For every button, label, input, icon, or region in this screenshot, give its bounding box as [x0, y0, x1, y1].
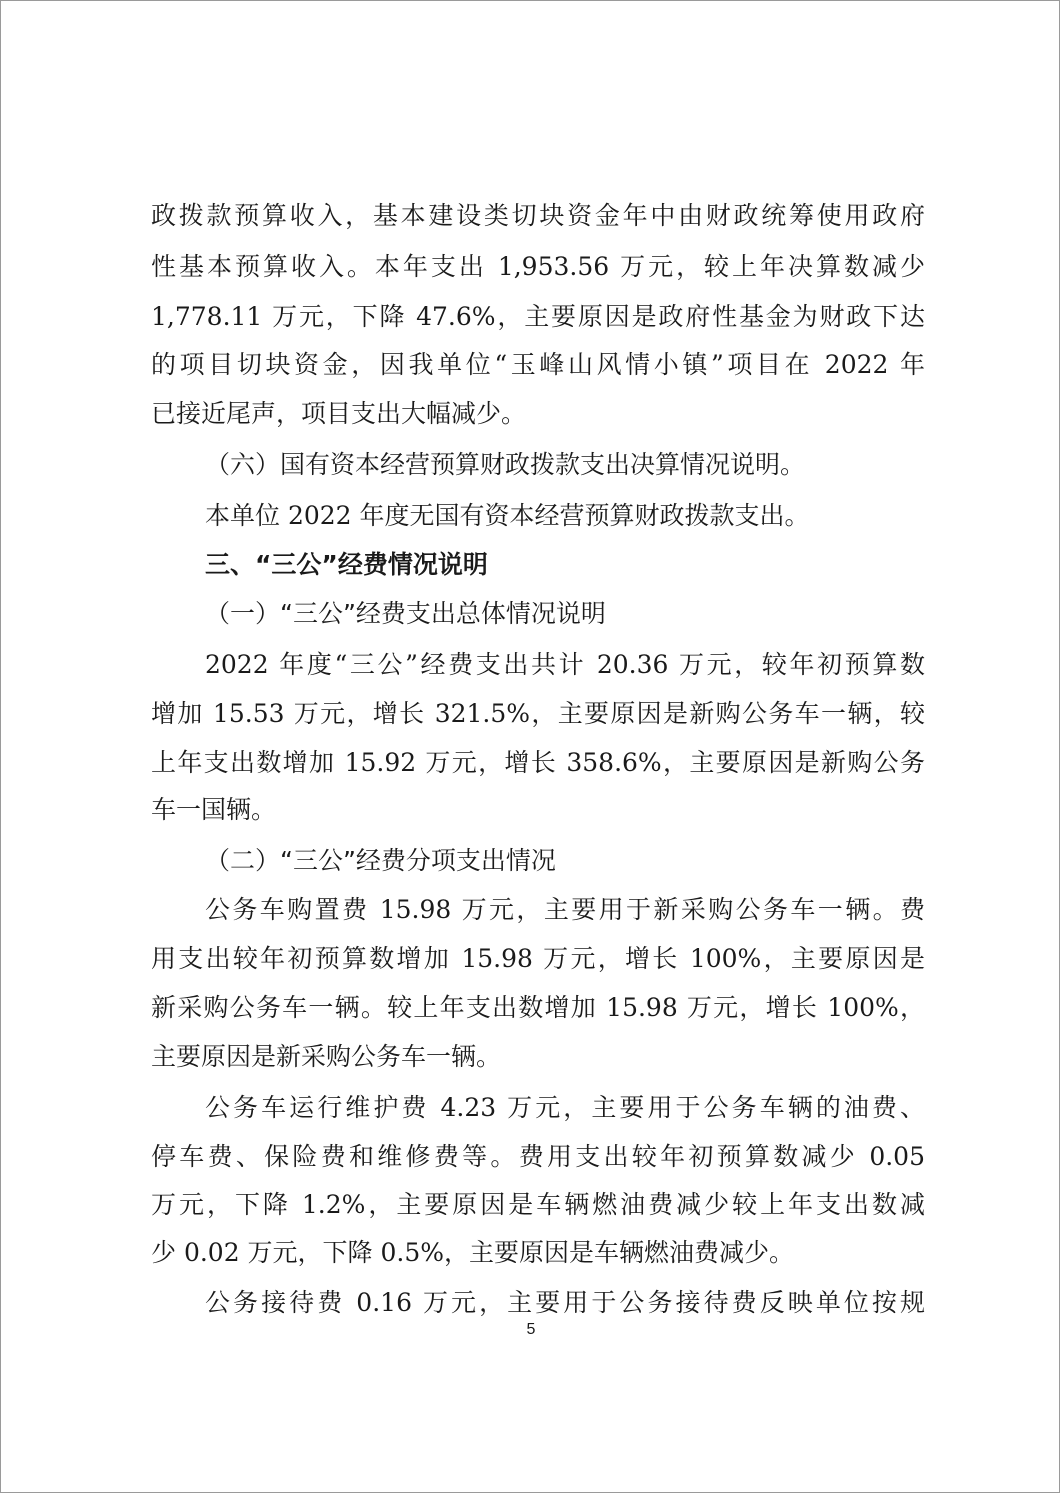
paragraph-line: 2022 年度“三公”经费支出共计 20.36 万元，较年初预算数: [205, 650, 925, 679]
paragraph-line: 已接近尾声，项目支出大幅减少。: [151, 399, 527, 428]
paragraph-line: 少 0.02 万元，下降 0.5%，主要原因是车辆燃油费减少。: [151, 1238, 795, 1267]
page-number: 5: [526, 1321, 536, 1338]
paragraph-line: 增加 15.53 万元，增长 321.5%，主要原因是新购公务车一辆，较: [151, 699, 925, 728]
paragraph-line: 公务车运行维护费 4.23 万元，主要用于公务车辆的油费、: [205, 1093, 925, 1122]
paragraph-line: 政拨款预算收入，基本建设类切块资金年中由财政统筹使用政府: [151, 201, 925, 230]
paragraph-line: 的项目切块资金，因我单位“玉峰山风情小镇”项目在 2022 年: [151, 350, 925, 379]
paragraph-line: 上年支出数增加 15.92 万元，增长 358.6%，主要原因是新购公务: [151, 748, 925, 777]
paragraph-line: 主要原因是新采购公务车一辆。: [151, 1042, 502, 1071]
paragraph-line: 车一国辆。: [151, 795, 277, 824]
paragraph-line: 新采购公务车一辆。较上年支出数增加 15.98 万元，增长 100%，: [151, 993, 925, 1022]
paragraph-line: 1,778.11 万元，下降 47.6%，主要原因是政府性基金为财政下达: [151, 302, 925, 331]
paragraph-line: 本单位 2022 年度无国有资本经营预算财政拨款支出。: [205, 501, 810, 530]
subsection-heading-1: （一）“三公”经费支出总体情况说明: [205, 599, 606, 628]
subsection-heading-2: （二）“三公”经费分项支出情况: [205, 846, 556, 875]
paragraph-line: 公务车购置费 15.98 万元，主要用于新采购公务车一辆。费: [205, 895, 925, 924]
section-heading-6: （六）国有资本经营预算财政拨款支出决算情况说明。: [205, 450, 806, 479]
paragraph-line: 性基本预算收入。本年支出 1,953.56 万元，较上年决算数减少: [151, 252, 925, 281]
section-heading-3: 三、“三公”经费情况说明: [205, 550, 488, 579]
paragraph-line: 停车费、保险费和维修费等。费用支出较年初预算数减少 0.05: [151, 1142, 925, 1171]
paragraph-line: 公务接待费 0.16 万元，主要用于公务接待费反映单位按规: [205, 1288, 925, 1317]
paragraph-line: 万元，下降 1.2%，主要原因是车辆燃油费减少较上年支出数减: [151, 1190, 925, 1219]
paragraph-line: 用支出较年初预算数增加 15.98 万元，增长 100%，主要原因是: [151, 944, 925, 973]
